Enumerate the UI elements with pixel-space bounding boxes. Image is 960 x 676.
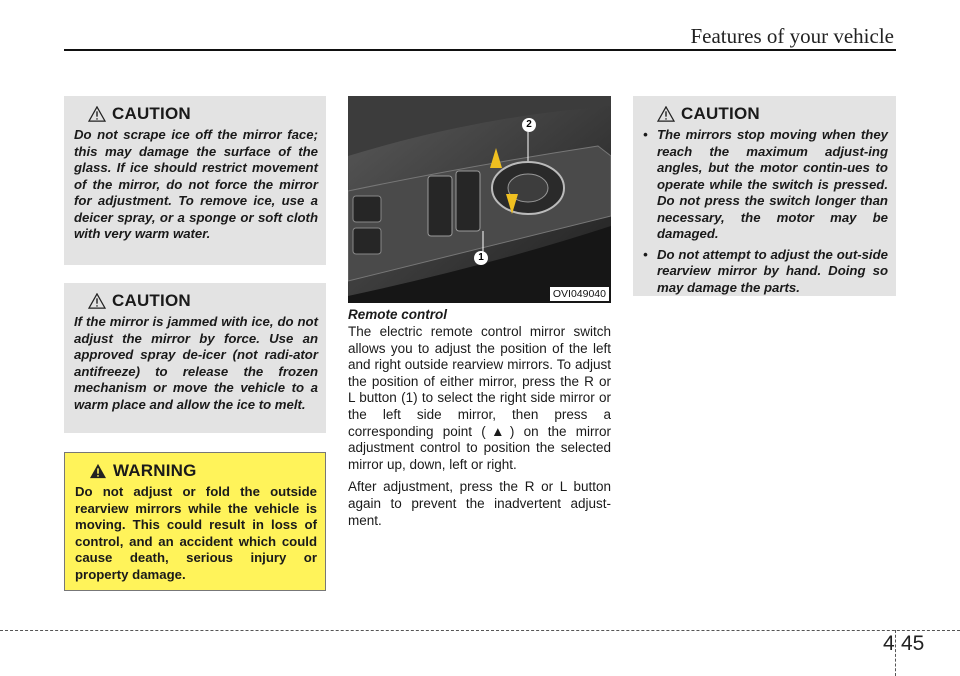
caution-box-ice-scrape (64, 96, 326, 265)
section-number: 4 (883, 632, 895, 655)
warning-title: WARNING (113, 461, 197, 480)
mirror-switch-photo (348, 96, 611, 303)
caution-triangle-icon (88, 106, 106, 122)
caution-box-jammed-mirror (64, 283, 326, 433)
caution-title: CAUTION (681, 104, 760, 123)
caution-text: Do not scrape ice off the mirror face; this may damage the surface of the glass. If ice should restrict movement of the mirror, do not force the mirror for adjustment. To remove ice, use a deicer spray, or a sponge or soft cloth with very warm water. (74, 127, 318, 241)
remote-control-section (348, 307, 611, 535)
warning-header (75, 461, 317, 481)
remote-paragraph-1: The electric remote control mirror switch allows you to adjust the position of the left and right outside rearview mirrors. To adjust the position of either mirror, press the R or L button (1) to select the right side mirror or the left side mirror, then press a corresponding point (▲) on the mirror adjustment control to position the selected mirror up, down, left or right. (348, 324, 611, 472)
warning-triangle-icon (89, 463, 107, 479)
remote-paragraph-2: After adjustment, press the R or L button again to prevent the inadvertent adjust-ment. (348, 479, 611, 528)
footer-rule (0, 630, 960, 631)
list-item (643, 247, 888, 297)
section-subtitle: Remote control (348, 307, 448, 322)
caution-header (74, 291, 318, 311)
caution-bullet-list (643, 127, 888, 296)
door-panel-illustration (348, 96, 611, 303)
bullet-text: The mirrors stop moving when they reach the maximum adjust-ing angles, but the motor contin-ues to operate while the switch is pressed. Do not press the switch longer than necessary, the motor may be damaged. (657, 127, 888, 241)
warning-text: Do not adjust or fold the outside rearview mirrors while the vehicle is moving. This could result in loss of control, and an accident which could cause death, serious injury or property damage. (75, 484, 317, 582)
caution-text: If the mirror is jammed with ice, do not adjust the mirror by force. Use an approved spray de-icer (not radi-ator antifreeze) to release the frozen mechanism or move the vehicle to a warm place and allow the ice to melt. (74, 314, 318, 412)
list-item (643, 127, 888, 243)
caution-triangle-icon (657, 106, 675, 122)
caution-triangle-icon (88, 293, 106, 309)
bullet-symbol: • (643, 246, 648, 262)
caution-header (643, 104, 888, 124)
callout-2: 2 (522, 118, 536, 132)
page-number-divider (895, 630, 896, 676)
figure-caption: OVI049040 (550, 287, 609, 301)
warning-box (64, 452, 326, 591)
caution-box-motor (633, 96, 896, 296)
page-number: 45 (901, 632, 925, 655)
header-title: Features of your vehicle (690, 24, 894, 48)
callout-1: 1 (474, 251, 488, 265)
caution-title: CAUTION (112, 104, 191, 123)
bullet-symbol: • (643, 127, 648, 142)
bullet-text: Do not attempt to adjust the out-side rearview mirror by hand. Doing so may damage the parts. (657, 246, 888, 295)
header-rule (64, 49, 896, 51)
caution-header (74, 104, 318, 124)
caution-title: CAUTION (112, 291, 191, 310)
